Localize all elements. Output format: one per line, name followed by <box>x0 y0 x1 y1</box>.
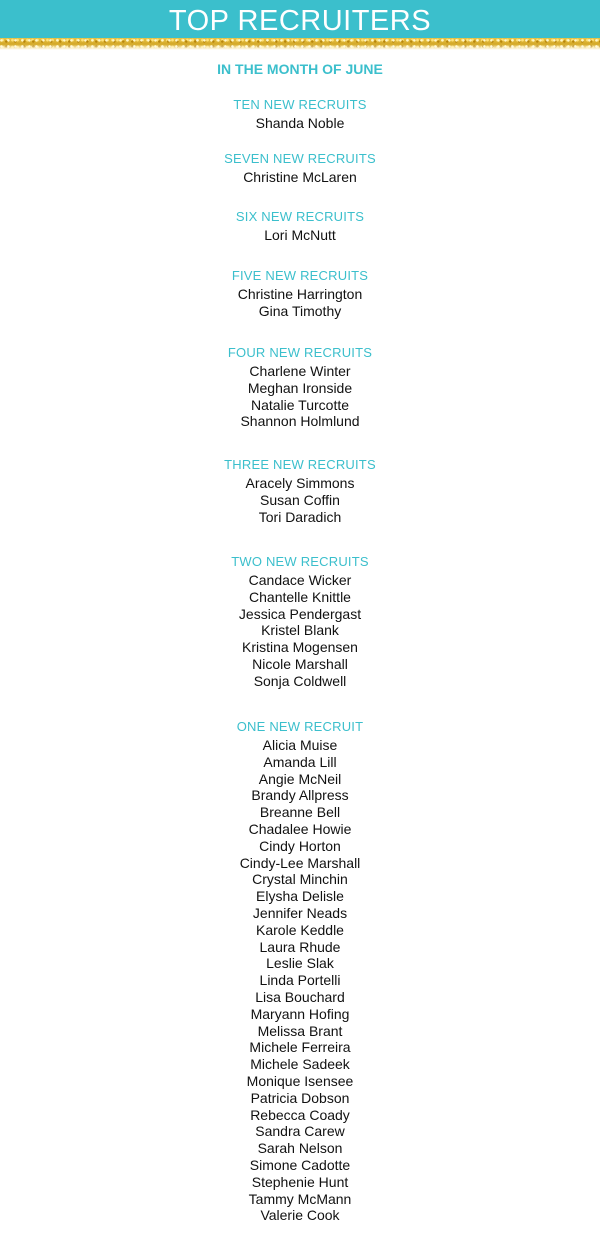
recruiter-name: Kristel Blank <box>261 622 339 639</box>
recruiter-name: Crystal Minchin <box>252 871 348 888</box>
recruiter-name: Simone Cadotte <box>249 1157 351 1173</box>
section-heading: ONE NEW RECRUIT <box>236 719 364 734</box>
recruiter-name: Cindy-Lee Marshall <box>239 854 361 871</box>
recruiter-name: Leslie Slak <box>266 955 334 972</box>
gold-glitter-border <box>0 38 600 50</box>
recruiter-name: Maryann Hofing <box>250 1005 350 1022</box>
recruiter-name: Charlene Winter <box>249 363 351 379</box>
recruiter-name: Lisa Bouchard <box>255 989 345 1005</box>
recruiter-name: Jennifer Neads <box>252 905 348 921</box>
section-heading: THREE NEW RECRUITS <box>224 457 376 472</box>
section-heading: FIVE NEW RECRUITS <box>231 268 369 283</box>
recruiter-name: Natalie Turcotte <box>250 396 350 413</box>
recruiter-name: Chadalee Howie <box>248 821 352 837</box>
recruiter-name: Shanda Noble <box>255 115 345 131</box>
recruiter-name: Sonja Coldwell <box>253 672 347 689</box>
recruiter-name: Cindy Horton <box>259 837 341 854</box>
recruiter-name: Aracely Simmons <box>245 475 355 491</box>
section-heading: SIX NEW RECRUITS <box>235 209 365 224</box>
recruiter-name: Tammy McMann <box>248 1190 352 1207</box>
recruiter-name: Valerie Cook <box>260 1207 340 1224</box>
recruiter-name: Chantelle Knittle <box>249 588 351 605</box>
recruiter-name: Angie McNeil <box>258 770 342 787</box>
recruiter-name: Patricia Dobson <box>250 1089 350 1106</box>
recruiter-name: Stephenie Hunt <box>251 1173 349 1190</box>
recruiter-name: Michele Sadeek <box>250 1056 350 1073</box>
recruiter-name: Monique Isensee <box>246 1073 354 1089</box>
recruiter-name: Sandra Carew <box>255 1123 345 1140</box>
recruiter-name: Michele Ferreira <box>249 1039 351 1056</box>
recruiter-name: Susan Coffin <box>260 491 340 508</box>
recruiter-name: Alicia Muise <box>262 737 338 753</box>
recruiter-name: Elysha Delisle <box>256 888 344 905</box>
recruiter-name: Karole Keddle <box>256 921 344 938</box>
recruiter-name: Melissa Brant <box>257 1022 343 1039</box>
recruiter-name: Kristina Mogensen <box>242 639 358 656</box>
recruiter-name: Candace Wicker <box>248 572 352 588</box>
recruiter-name: Laura Rhude <box>259 938 341 955</box>
recruiter-name: Rebecca Coady <box>250 1106 350 1123</box>
recruiter-name: Sarah Nelson <box>257 1140 343 1157</box>
recruiter-name: Meghan Ironside <box>247 379 353 396</box>
recruiter-name: Shannon Holmlund <box>240 413 360 430</box>
month-subtitle: IN THE MONTH OF JUNE <box>217 61 383 77</box>
section-heading: TWO NEW RECRUITS <box>231 554 369 569</box>
recruiter-name: Tori Daradich <box>258 508 342 525</box>
recruiter-name: Lori McNutt <box>264 227 336 243</box>
recruiter-name: Nicole Marshall <box>252 656 348 672</box>
recruiter-name: Christine McLaren <box>243 169 357 185</box>
recruiter-name: Jessica Pendergast <box>238 605 362 622</box>
section-heading: SEVEN NEW RECRUITS <box>224 151 376 166</box>
recruiter-name: Christine Harrington <box>237 286 363 302</box>
recruiter-name: Gina Timothy <box>258 302 342 319</box>
recruiter-name: Linda Portelli <box>259 972 341 989</box>
section-heading: TEN NEW RECRUITS <box>233 97 367 112</box>
recruiter-name: Breanne Bell <box>259 804 341 821</box>
recruiter-name: Brandy Allpress <box>251 787 349 804</box>
recruiter-name: Amanda Lill <box>263 753 337 770</box>
page-title: TOP RECRUITERS <box>168 5 432 37</box>
section-heading: FOUR NEW RECRUITS <box>227 345 373 360</box>
